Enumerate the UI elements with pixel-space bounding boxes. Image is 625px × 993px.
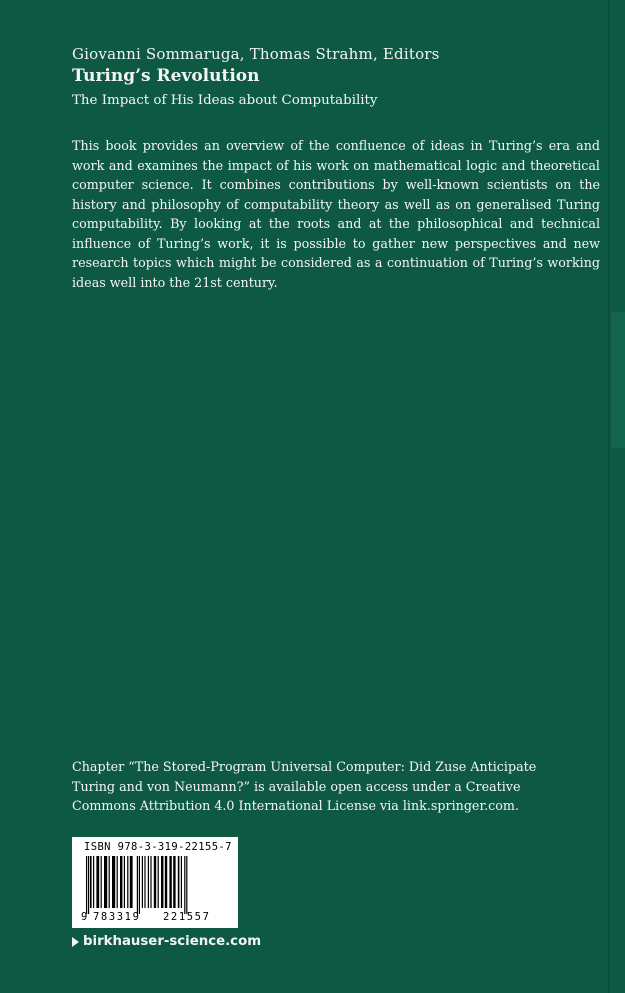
ean-first-digit: 9	[81, 911, 88, 923]
isbn-barcode	[72, 837, 238, 928]
book-title: Turing’s Revolution	[72, 66, 260, 86]
ean-digits	[72, 911, 238, 927]
spine-edge-line	[608, 0, 610, 993]
isbn-label: ISBN 978-3-319-22155-7	[84, 841, 232, 853]
book-subtitle: The Impact of His Ideas about Computability	[72, 93, 378, 108]
publisher-link[interactable]	[72, 934, 261, 949]
book-description: This book provides an overview of the confluence of ideas in Turing’s era and work and examines the impact of his work on mathematical logic and theoretical computer science. It combines contributions by well-known scientists on the history and philosophy of computability theory as well as on generalised Turing computability. By looking at the roots and at the philosophical and technical influence of Turing’s work, it is possible to gather new perspectives and new research topics which might be considered as a continuation of Turing’s working ideas well into the 21st century.	[72, 138, 600, 290]
arrow-right-icon	[72, 937, 79, 947]
spine-highlight	[611, 312, 625, 448]
ean-right-digits: 221557	[163, 911, 211, 923]
ean-left-digits: 783319	[93, 911, 141, 923]
publisher-url[interactable]: birkhauser-science.com	[83, 934, 262, 949]
barcode-bars	[76, 856, 234, 914]
open-access-note: Chapter “The Stored-Program Universal Computer: Did Zuse Anticipate Turing and von Neumann?” is available open access under a Creative Commons Attribution 4.0 International License via link.springer.com.	[72, 759, 537, 813]
editors-line: Giovanni Sommaruga, Thomas Strahm, Editors	[72, 45, 440, 63]
